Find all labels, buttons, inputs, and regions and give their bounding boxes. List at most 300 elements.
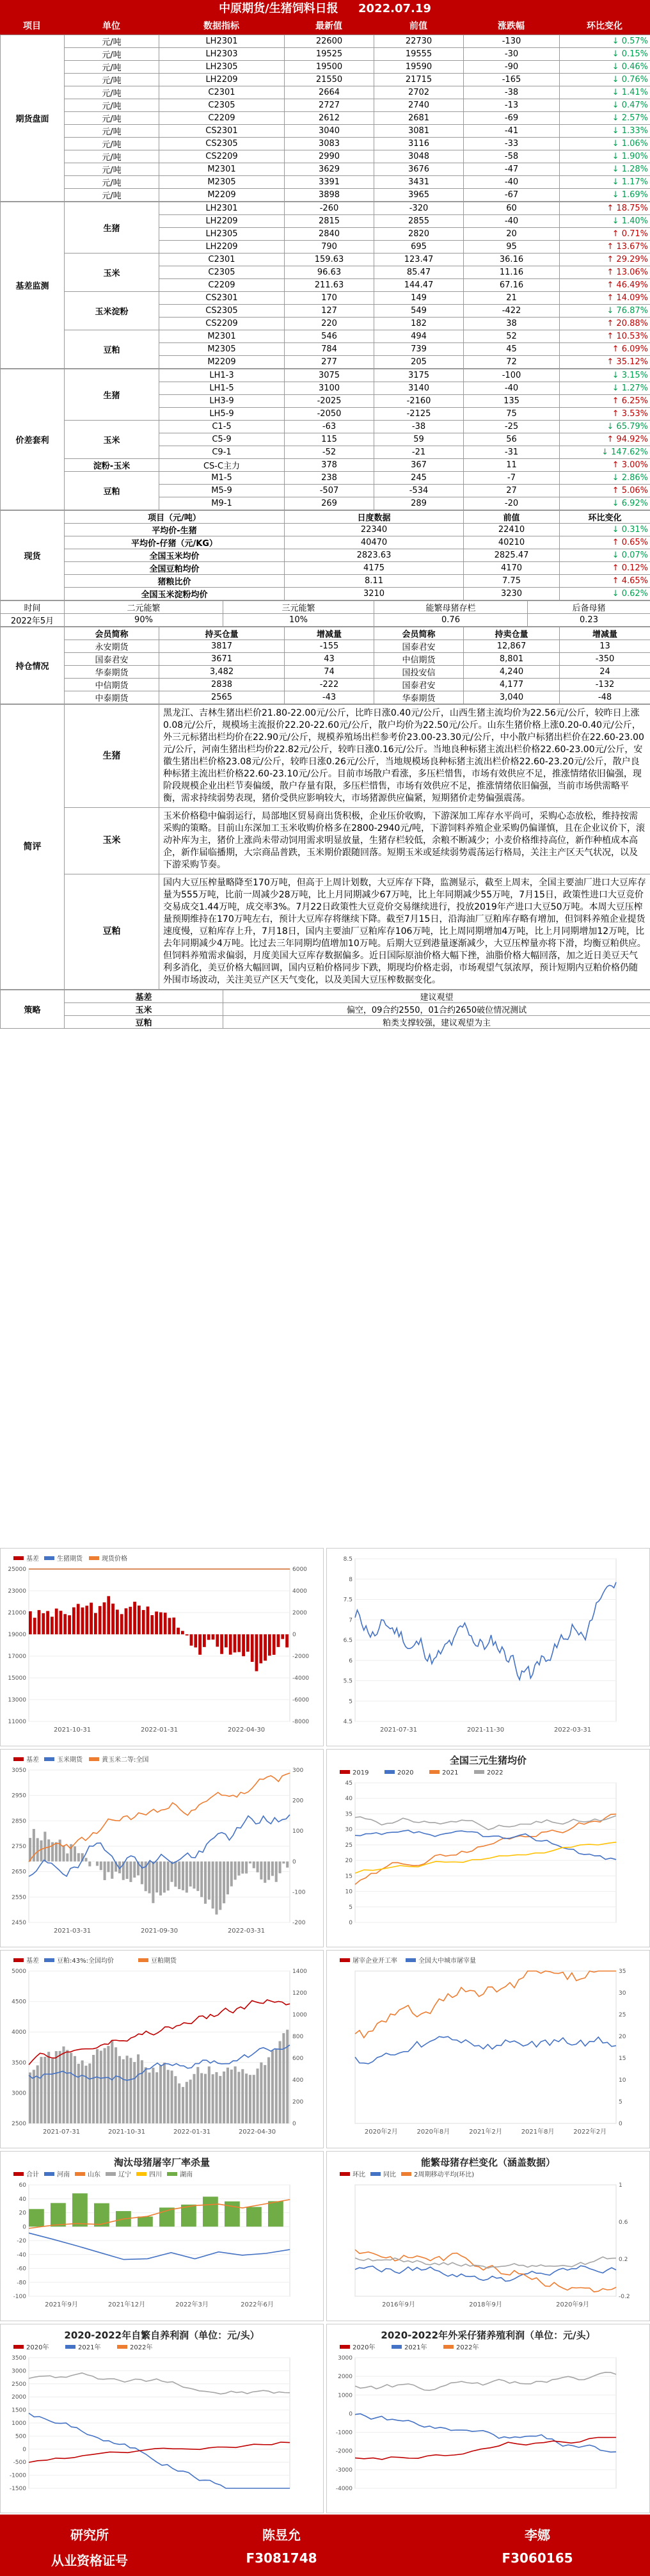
table-cell: 永安期货 <box>65 640 159 653</box>
series-bar <box>138 2217 153 2227</box>
table-cell: -132 <box>560 679 650 691</box>
table-cell: ↓ 0.07% <box>560 549 650 562</box>
series-bar <box>271 2050 274 2123</box>
y-tick-label: 5 <box>349 1904 353 1911</box>
series-bar <box>46 1611 49 1634</box>
table-cell: 元/吨 <box>65 189 159 202</box>
series-bar <box>225 1634 228 1647</box>
commodity-label: 玉米 <box>65 808 159 874</box>
series-bar <box>129 1862 132 1882</box>
y-tick-label: 3000 <box>12 2090 26 2097</box>
table-cell: 8,801 <box>464 653 560 666</box>
y2-tick-label: 0.2 <box>619 2257 628 2263</box>
chart-svg <box>1 1750 323 1947</box>
table-row <box>1 61 650 74</box>
series-bar <box>88 1862 91 1867</box>
series-bar <box>111 2040 113 2123</box>
table-cell: 元/吨 <box>65 125 159 138</box>
table-cell: -21 <box>374 446 464 459</box>
legend-label: 四川 <box>149 2171 162 2178</box>
table-cell: 国泰君安 <box>374 640 464 653</box>
table-row <box>1 575 650 588</box>
series-bar <box>212 2074 214 2123</box>
y-tick-label: 0 <box>22 2224 26 2231</box>
x-tick-label: 2018年9月 <box>469 2301 502 2308</box>
series-bar <box>44 1831 46 1861</box>
table-cell: ↑ 0.71% <box>560 228 650 241</box>
table-cell: LH2209 <box>159 215 285 228</box>
series-bar <box>111 1862 113 1879</box>
table-cell: 2823.63 <box>285 549 464 562</box>
table-cell: M9-1 <box>159 497 285 510</box>
table-cell: 22730 <box>374 35 464 48</box>
series-line <box>355 2036 616 2064</box>
table-cell: 豆粕 <box>65 1016 223 1029</box>
series-bar <box>230 1862 233 1887</box>
x-tick-label: 2022-01-31 <box>140 1727 178 1734</box>
table-cell: 19590 <box>374 61 464 74</box>
y-tick-label: 1500 <box>12 2407 26 2414</box>
table-cell: 144.47 <box>374 279 464 292</box>
series-bar <box>170 2070 173 2123</box>
series-bar <box>167 1862 170 1890</box>
y-tick-label: 3500 <box>12 2355 26 2362</box>
y2-tick-label: 800 <box>292 2034 304 2040</box>
table-row <box>1 679 650 691</box>
table-cell: 11.16 <box>464 266 560 279</box>
table-cell: -52 <box>285 446 374 459</box>
series-bar <box>147 1607 150 1634</box>
table-cell: 3898 <box>285 189 374 202</box>
table-cell: -7 <box>464 472 560 485</box>
table-cell: CS2301 <box>159 292 285 305</box>
series-bar <box>115 2047 117 2123</box>
chart-selfbreed-profit <box>0 2324 324 2513</box>
table-cell: 中信期货 <box>374 653 464 666</box>
table-cell: 90% <box>65 614 223 627</box>
series-bar <box>207 1634 210 1640</box>
series-bar <box>177 1628 180 1634</box>
table-cell: ↓ 2.86% <box>560 472 650 485</box>
y-tick-label: 23000 <box>8 1588 26 1595</box>
series-bar <box>126 2056 129 2123</box>
legend-swatch <box>340 2172 350 2176</box>
series-bar <box>181 1631 184 1634</box>
series-bar <box>226 1862 229 1894</box>
table-cell: ↓ 1.17% <box>560 176 650 189</box>
series-bar <box>219 1862 221 1910</box>
table-cell: -155 <box>285 640 374 653</box>
col-unit: 单位 <box>102 21 120 31</box>
y-tick-label: -80 <box>17 2280 26 2287</box>
series-bar <box>275 2049 278 2123</box>
series-bar <box>196 2067 199 2123</box>
series-bar <box>200 1862 203 1897</box>
group-label: 玉米 <box>65 254 159 292</box>
analyst2-name: 李娜 <box>525 2527 550 2543</box>
table-cell: -67 <box>464 189 560 202</box>
series-bar <box>129 1607 132 1634</box>
table-cell: -48 <box>560 691 650 704</box>
table-cell: C2305 <box>159 266 285 279</box>
report-footer <box>0 2515 650 2576</box>
x-tick-label: 2022-01-31 <box>173 2129 211 2136</box>
y-tick-label: 4500 <box>12 1999 26 2006</box>
table-cell: 日度数据 <box>285 511 464 524</box>
x-tick-label: 2022年3月 <box>175 2301 209 2308</box>
chart-svg <box>327 2152 649 2321</box>
table-cell: 75 <box>464 408 560 421</box>
legend-label: 全国大中城市屠宰量 <box>418 1958 476 1965</box>
table-cell: 玉米 <box>65 1003 223 1016</box>
table-cell: 3040 <box>285 125 374 138</box>
analyst1-name: 陈昱允 <box>262 2527 301 2543</box>
table-cell: ↑ 20.88% <box>560 318 650 330</box>
table-cell: C2305 <box>159 99 285 112</box>
y-tick-label: 11000 <box>8 1719 26 1725</box>
series-bar <box>107 1596 110 1634</box>
table-cell: 华泰期货 <box>65 666 159 679</box>
series-bar <box>90 1603 93 1634</box>
table-cell: -2125 <box>374 408 464 421</box>
series-bar <box>116 1609 119 1634</box>
y2-tick-label: 25 <box>619 2012 626 2018</box>
table-cell: ↑ 13.67% <box>560 241 650 254</box>
table-cell: 二元能繁 <box>65 601 223 614</box>
table-row <box>1 330 650 343</box>
table-cell: ↓ 2.57% <box>560 112 650 125</box>
table-cell: 19555 <box>374 48 464 61</box>
y2-tick-label: 400 <box>292 2077 304 2084</box>
series-bar <box>99 1606 102 1634</box>
series-bar <box>234 1634 237 1652</box>
y-tick-label: 2950 <box>12 1792 26 1799</box>
chart-sow-slaughter <box>0 2151 324 2321</box>
cert-label: 从业资格证号 <box>51 2553 128 2568</box>
table-cell: 127 <box>285 305 374 318</box>
table-cell: 67.16 <box>464 279 560 292</box>
series-bar <box>182 2087 184 2123</box>
series-bar <box>277 1634 280 1647</box>
legend-swatch <box>75 2172 85 2176</box>
series-bar <box>122 2059 125 2123</box>
x-tick-label: 2021年9月 <box>45 2301 78 2308</box>
basis-table <box>0 202 650 369</box>
series-bar <box>137 2054 139 2123</box>
y-tick-label: 2750 <box>12 1844 26 1850</box>
series-line <box>29 2233 290 2259</box>
y2-tick-label: 1200 <box>292 1990 307 1997</box>
table-cell: 持买仓量 <box>159 627 285 640</box>
series-line <box>29 2373 290 2394</box>
table-cell: ↓ 0.46% <box>560 61 650 74</box>
series-bar <box>142 1610 145 1634</box>
series-bar <box>208 1862 210 1900</box>
table-cell: 全国玉米淀粉均价 <box>65 588 285 600</box>
series-bar <box>204 1862 207 1904</box>
series-bar <box>212 1862 214 1909</box>
legend-label: 2周期移动平均(环比) <box>414 2171 475 2178</box>
x-tick-label: 2021-03-31 <box>53 1928 91 1935</box>
table-cell: ↓ 0.62% <box>560 588 650 600</box>
table-cell: 0.76 <box>374 614 528 627</box>
series-bar <box>167 2070 170 2123</box>
series-bar <box>279 2041 281 2123</box>
table-cell: 平均价-仔猪（元/KG） <box>65 536 285 549</box>
table-cell: 19500 <box>285 61 374 74</box>
series-bar <box>51 2203 66 2226</box>
x-tick-label: 2021-10-31 <box>53 1727 91 1734</box>
table-cell: 猪粮比价 <box>65 575 285 588</box>
y-tick-label: 8 <box>349 1576 353 1583</box>
table-cell: -33 <box>464 138 560 150</box>
column-header-row <box>0 18 650 35</box>
y-tick-label: -1000 <box>335 2429 353 2436</box>
legend-swatch <box>340 1958 350 1962</box>
x-tick-label: 2021-07-31 <box>379 1727 418 1734</box>
group-label: 豆粕 <box>65 330 159 369</box>
table-cell: 平均价-生猪 <box>65 524 285 536</box>
series-line <box>355 1582 616 1680</box>
y-tick-label: 0 <box>22 2446 26 2453</box>
table-cell: 元/吨 <box>65 35 159 48</box>
table-cell: C2301 <box>159 86 285 99</box>
table-cell: 36.16 <box>464 254 560 266</box>
table-cell: CS2209 <box>159 150 285 163</box>
table-cell: 245 <box>374 472 464 485</box>
table-cell: ↑ 3.53% <box>560 408 650 421</box>
series-bar <box>72 2193 88 2226</box>
col-item: 项目 <box>23 21 41 31</box>
table-cell: 元/吨 <box>65 48 159 61</box>
strategy-table <box>0 990 650 1029</box>
chart-svg <box>1 1951 323 2148</box>
table-cell: 3048 <box>374 150 464 163</box>
group-label: 豆粕 <box>65 472 159 510</box>
y-tick-label: 3000 <box>338 2355 353 2362</box>
series-bar <box>159 1862 162 1896</box>
table-cell: 115 <box>285 433 374 446</box>
legend-label: 湖南 <box>180 2171 193 2178</box>
table-cell: 170 <box>285 292 374 305</box>
y-tick-label: 5.5 <box>343 1678 353 1685</box>
table-row <box>1 163 650 176</box>
series-line <box>355 1814 616 1885</box>
table-cell: 22600 <box>285 35 374 48</box>
table-cell: M2301 <box>159 163 285 176</box>
table-cell: 2727 <box>285 99 374 112</box>
series-bar <box>223 2072 225 2123</box>
x-tick-label: 2021年12月 <box>107 2301 146 2308</box>
table-cell: 59 <box>374 433 464 446</box>
table-cell: ↑ 3.00% <box>560 459 650 472</box>
y2-tick-label: 100 <box>292 1828 304 1835</box>
table-cell: LH2305 <box>159 228 285 241</box>
table-row <box>1 705 650 808</box>
y2-tick-label: -200 <box>292 1920 306 1926</box>
x-tick-label: 2021年8月 <box>521 2129 555 2136</box>
table-cell: 3676 <box>374 163 464 176</box>
legend-swatch <box>340 1770 350 1774</box>
series-bar <box>72 1607 75 1634</box>
table-cell: ↓ 147.62% <box>560 446 650 459</box>
table-cell: ↓ 0.47% <box>560 99 650 112</box>
y-tick-label: -4000 <box>335 2486 353 2492</box>
series-bar <box>182 1862 184 1890</box>
legend-swatch <box>138 1958 148 1962</box>
table-cell: 11 <box>464 459 560 472</box>
legend-label: 辽宁 <box>118 2171 131 2178</box>
series-bar <box>189 1862 192 1887</box>
y-tick-label: -500 <box>13 2459 26 2467</box>
legend-label: 生猪期货 <box>57 1556 83 1563</box>
series-bar <box>242 1634 245 1656</box>
table-header-row <box>1 627 650 640</box>
chart-title: 淘汰母猪屠宰厂率杀量 <box>113 2157 210 2168</box>
table-cell: 2565 <box>159 691 285 704</box>
series-bar <box>259 1634 262 1663</box>
series-line <box>29 2413 290 2488</box>
group-label: 生猪 <box>65 202 159 254</box>
table-cell: 2855 <box>374 215 464 228</box>
y2-tick-label: 300 <box>292 1767 304 1774</box>
chart-svg <box>1 2324 323 2513</box>
table-cell: 21550 <box>285 74 374 86</box>
table-cell: 45 <box>464 343 560 356</box>
y-tick-label: 2650 <box>12 1869 26 1876</box>
series-bar <box>55 1609 58 1634</box>
main-tables <box>0 35 650 1029</box>
table-row <box>1 691 650 704</box>
table-cell: 7.75 <box>464 575 560 588</box>
table-cell: 建议观望 <box>223 990 650 1003</box>
legend-swatch <box>13 1757 24 1761</box>
series-bar <box>133 2062 136 2123</box>
table-cell: 2740 <box>374 99 464 112</box>
series-bar <box>96 1862 99 1866</box>
table-cell: -13 <box>464 99 560 112</box>
col-latest: 最新值 <box>315 21 342 31</box>
series-bar <box>216 1634 219 1646</box>
series-bar <box>84 1858 87 1862</box>
series-bar <box>186 2082 188 2123</box>
y2-tick-label: -2000 <box>292 1654 310 1660</box>
col-ratio: 环比变化 <box>587 21 622 31</box>
series-bar <box>215 2072 218 2123</box>
table-cell: 2702 <box>374 86 464 99</box>
chart-title: 2020-2022年自繁自养利润（单位：元/头） <box>64 2330 260 2341</box>
series-bar <box>125 1608 128 1634</box>
y-tick-label: 7 <box>349 1617 353 1624</box>
series-bar <box>29 1838 31 1862</box>
table-cell: -47 <box>464 163 560 176</box>
legend-label: 2022年 <box>130 2344 153 2351</box>
table-cell: 238 <box>285 472 374 485</box>
table-cell: 3629 <box>285 163 374 176</box>
series-bar <box>190 1634 193 1646</box>
table-cell: 695 <box>374 241 464 254</box>
x-tick-label: 2020年2月 <box>364 2129 398 2136</box>
legend-label: 豆粕期货 <box>151 1958 177 1965</box>
table-cell: 2840 <box>285 228 374 241</box>
table-cell: 269 <box>285 497 374 510</box>
table-cell: ↑ 35.12% <box>560 356 650 369</box>
y-tick-label: 40 <box>19 2196 26 2203</box>
y-tick-label: 2450 <box>12 1920 26 1926</box>
y2-tick-label: 35 <box>619 1968 626 1975</box>
series-bar <box>74 1846 76 1862</box>
table-cell: CS2209 <box>159 318 285 330</box>
series-bar <box>246 1634 250 1652</box>
table-cell: C5-9 <box>159 433 285 446</box>
y-tick-label: 500 <box>15 2433 26 2440</box>
series-bar <box>104 2048 106 2123</box>
table-cell: 三元能繁 <box>223 601 374 614</box>
chart-national-hog-price <box>326 1749 650 1947</box>
table-cell: 96.63 <box>285 266 374 279</box>
series-bar <box>133 1602 136 1634</box>
series-bar <box>145 2067 147 2123</box>
table-cell: C2209 <box>159 112 285 125</box>
legend-swatch <box>401 2172 411 2176</box>
series-bar <box>81 1607 84 1634</box>
table-cell: 211.63 <box>285 279 374 292</box>
legend-swatch <box>392 2345 402 2349</box>
chart-svg <box>1 1549 323 1746</box>
series-bar <box>44 2057 46 2123</box>
y2-tick-label: 0.6 <box>619 2219 628 2226</box>
series-bar <box>257 2068 259 2123</box>
table-cell: 3671 <box>159 653 285 666</box>
legend-swatch <box>65 2345 75 2349</box>
table-cell: 基差 <box>65 990 223 1003</box>
chart-slaughter <box>326 1950 650 2148</box>
series-bar <box>77 1604 80 1634</box>
table-row <box>1 990 650 1003</box>
table-cell: LH2301 <box>159 35 285 48</box>
group-label: 玉米淀粉 <box>65 292 159 330</box>
series-bar <box>229 1634 232 1655</box>
series-line <box>355 1815 616 1830</box>
table-cell: 国泰君安 <box>65 653 159 666</box>
y-tick-label: 20 <box>345 1858 353 1865</box>
series-bar <box>47 2052 50 2123</box>
series-bar <box>94 1613 97 1634</box>
table-cell: 4,240 <box>464 666 560 679</box>
chart-soymeal-basis <box>0 1950 324 2148</box>
table-cell: ↑ 0.12% <box>560 562 650 575</box>
table-row <box>1 1003 650 1016</box>
y2-tick-label: 0 <box>619 2121 622 2127</box>
series-bar <box>255 1634 258 1671</box>
x-tick-label: 2022年2月 <box>573 2129 607 2136</box>
table-cell: 367 <box>374 459 464 472</box>
y-tick-label: 60 <box>19 2182 26 2189</box>
series-bar <box>163 2063 166 2123</box>
section-label: 简评 <box>1 705 65 990</box>
table-cell: LH5-9 <box>159 408 285 421</box>
table-cell: -38 <box>374 421 464 433</box>
series-bar <box>36 2065 39 2123</box>
table-cell: 偏空，09合约2550，01合约2650破位情况测试 <box>223 1003 650 1016</box>
series-bar <box>282 2033 285 2123</box>
y2-tick-label: 15 <box>619 2056 626 2062</box>
series-bar <box>260 2063 262 2123</box>
table-cell: 52 <box>464 330 560 343</box>
table-row <box>1 640 650 653</box>
y-tick-label: 5 <box>349 1698 353 1705</box>
table-cell: 43 <box>285 653 374 666</box>
